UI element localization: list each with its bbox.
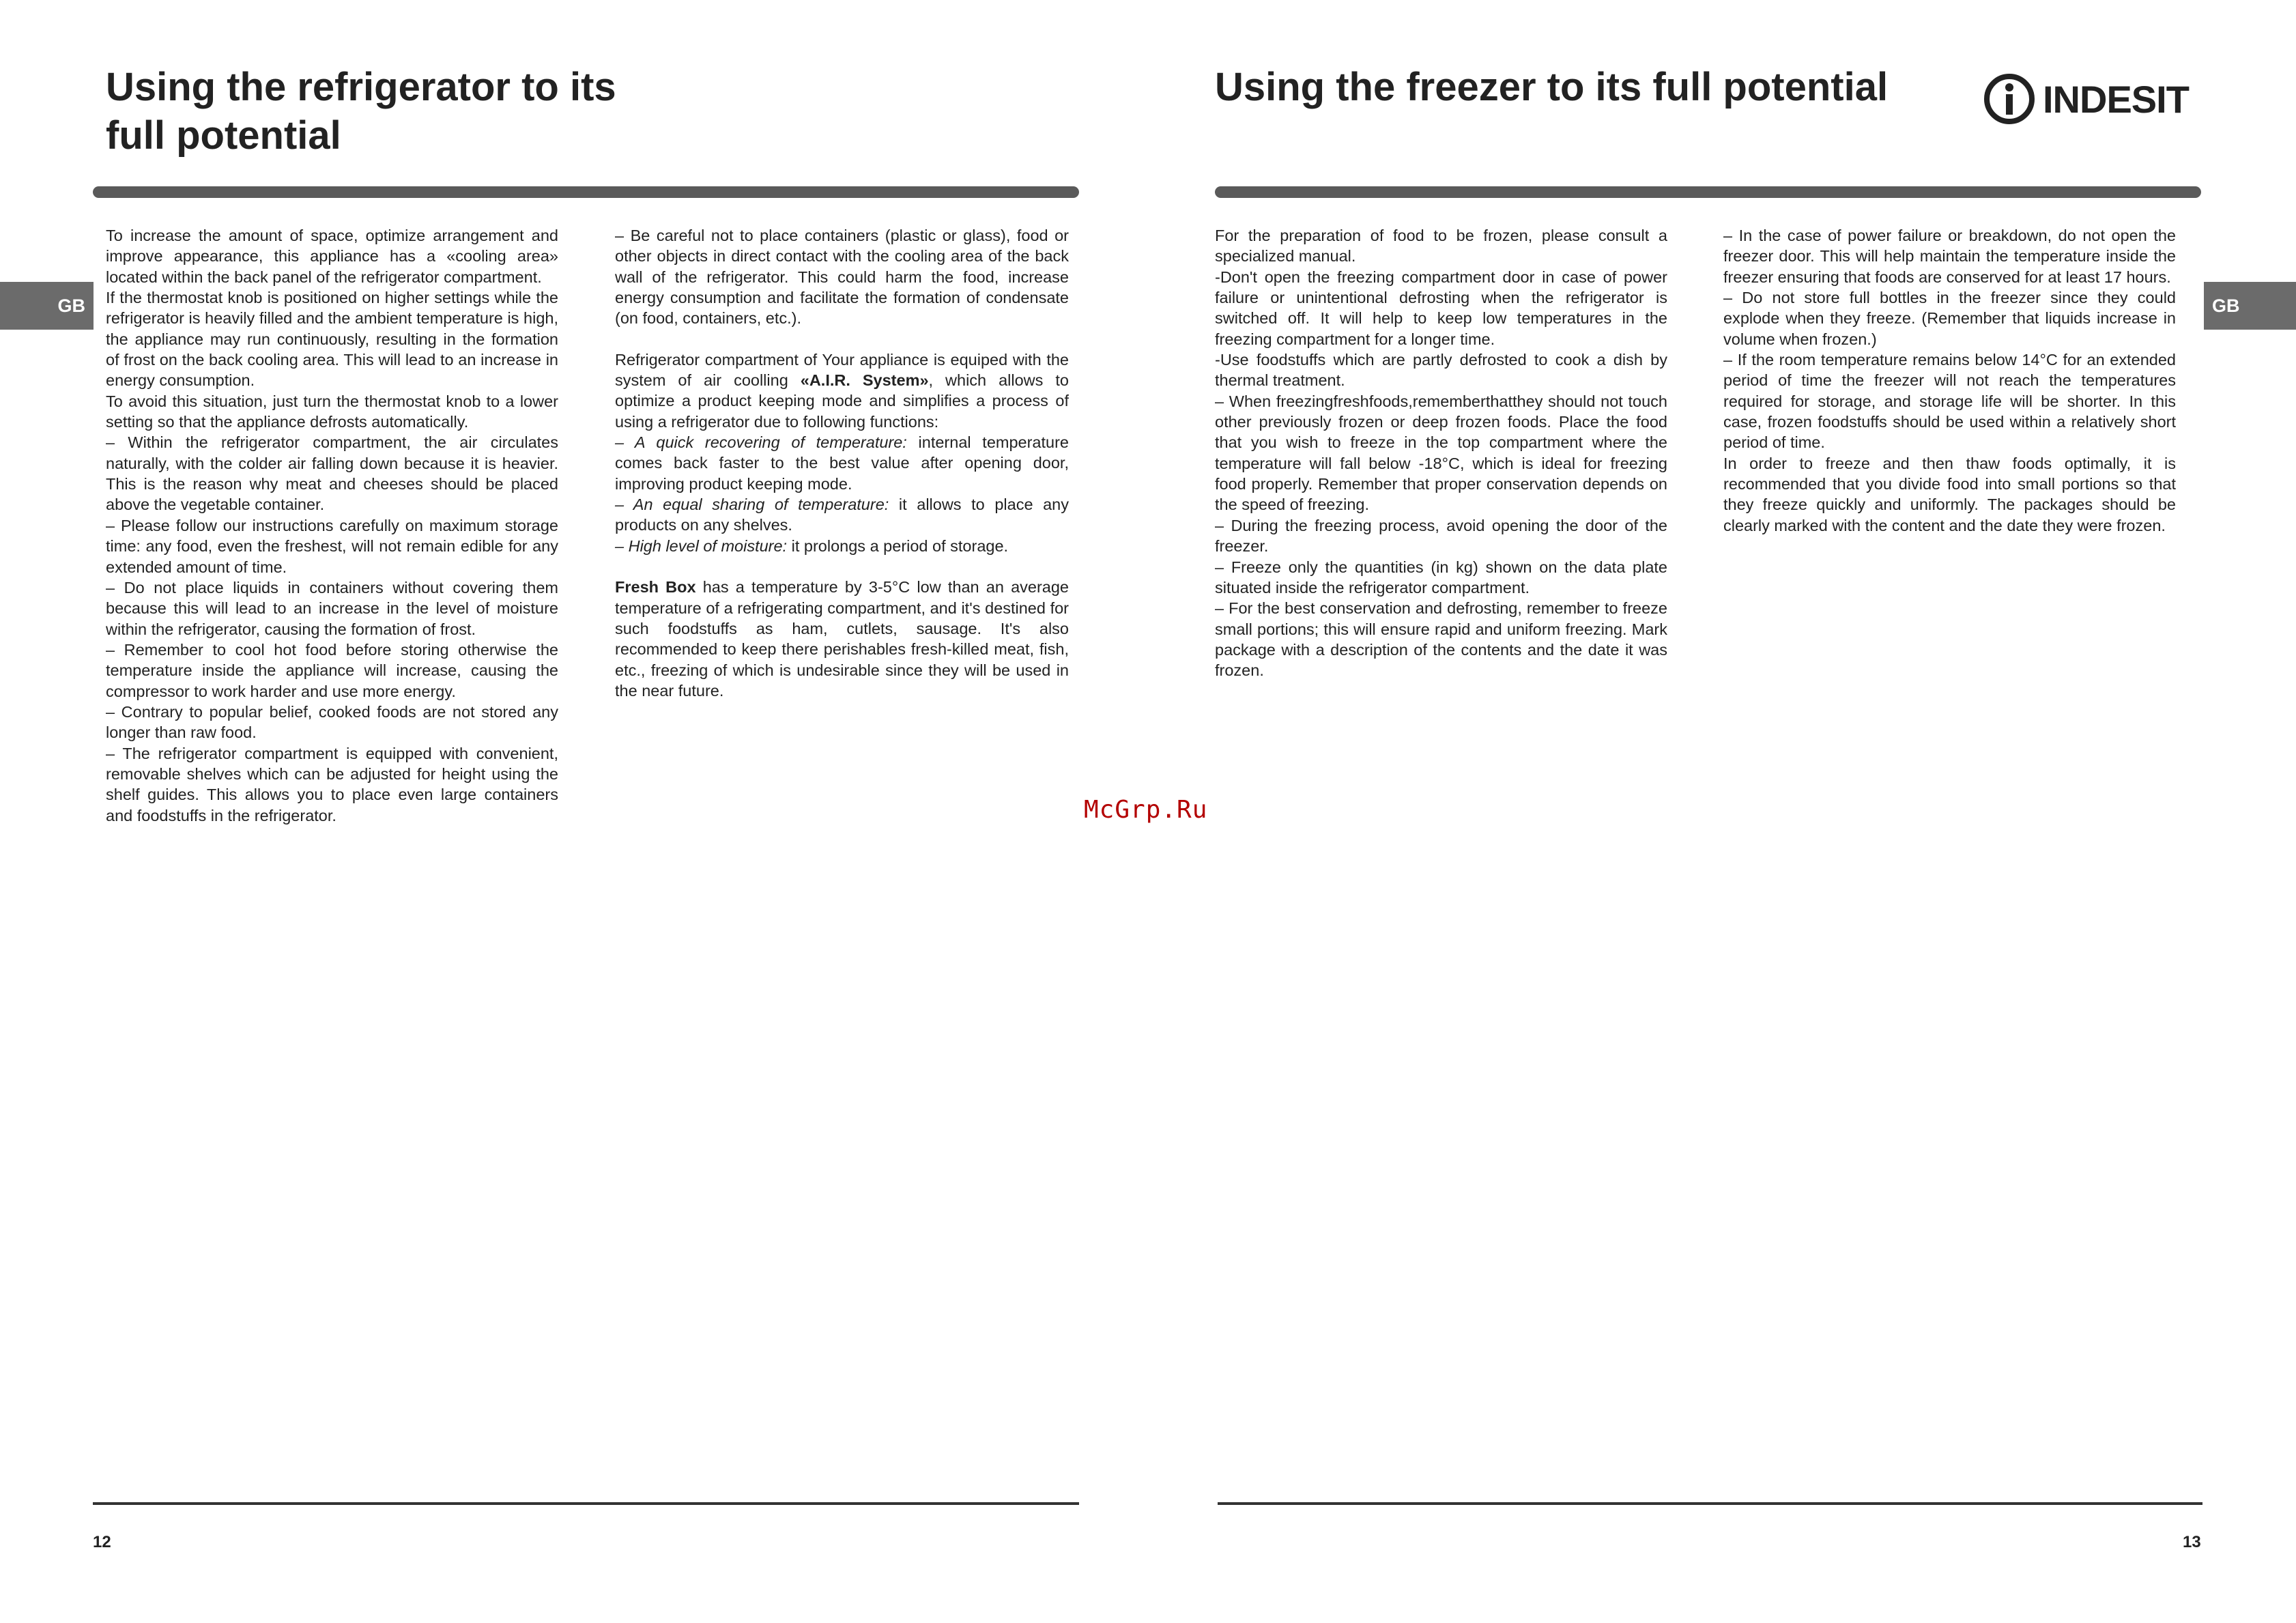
right-col1-para: – Freeze only the quantities (in kg) shown on the data plate situated inside the refrigerator compartment. <box>1215 558 1667 597</box>
left-col1-para: To increase the amount of space, optimize arrangement and improve appearance, this appliance has a «cooling area» located within the back panel of the refrigerator compartment. <box>106 227 558 286</box>
left-header-rule <box>93 186 1079 198</box>
right-column-2 <box>1723 225 2176 536</box>
left-page-title <box>106 63 616 160</box>
left-tab-label: GB <box>57 295 85 316</box>
brand-name: INDESIT <box>2043 77 2189 121</box>
indesit-logo-icon <box>1983 72 2036 126</box>
right-page-title: Using the freezer to its full potential <box>1215 65 1889 109</box>
left-col1-para: – Remember to cool hot food before storing otherwise the temperature inside the appliance will increase, causing the compressor to work harder and use more energy. <box>106 640 558 700</box>
air-system-name: «A.I.R. System» <box>800 371 929 390</box>
fresh-box-name: Fresh Box <box>615 578 696 597</box>
left-col2-function-2: – An equal sharing of temperature: it allows to place any products on any shelves. <box>615 495 1069 534</box>
watermark: McGrp.Ru <box>1084 796 1208 824</box>
right-col1-para: -Use foodstuffs which are partly defrosted to cook a dish by thermal treatment. <box>1215 351 1667 390</box>
left-col2-fresh-box-para: Fresh Box has a temperature by 3-5°C low than an average temperature of a refrigerating compartment, and it's destined for such foodstuffs as ham, cutlets, sausage. It's also recommended to keep there perishables fresh-killed meat, fish, etc., freezing of which is undesirable since they will be used in the near future. <box>615 578 1069 700</box>
right-col1-para: – For the best conservation and defrosting, remember to freeze small portions; this will ensure rapid and uniform freezing. Mark package with a description of the contents and the date it was frozen. <box>1215 599 1667 680</box>
right-col1-para: -Don't open the freezing compartment door in case of power failure or unintentional defrosting when the refrigerator is switched off. It will help to keep low temperatures in the freezing compartment for a longer time. <box>1215 268 1667 348</box>
brand-logo <box>1983 72 2189 126</box>
right-page-number: 13 <box>2183 1533 2201 1551</box>
right-footer-rule <box>1218 1502 2202 1505</box>
right-col2-para: – If the room temperature remains below 14°C for an extended period of time the freezer will not reach the temperatures required for storage, and storage life will be shorter. In this case, frozen foodstuffs should be used within a relatively short period of time. <box>1723 351 2176 452</box>
left-col1-para: – The refrigerator compartment is equipped with convenient, removable shelves which can be adjusted for height using the shelf guides. This allows you to place even large containers and foodstuffs in the refrigerator. <box>106 744 558 824</box>
left-title-line1: Using the refrigerator to its <box>106 65 616 109</box>
left-col1-para: – Within the refrigerator compartment, the air circulates naturally, with the colder air falling down because it is heavier. This is the reason why meat and cheeses should be placed above the vegetable container. <box>106 433 558 514</box>
left-language-tab <box>0 282 94 330</box>
right-col2-para: In order to freeze and then thaw foods optimally, it is recommended that you divide food into small portions so that they freeze quickly and uniformly. The packages should be clearly marked with the content and the date they were frozen. <box>1723 454 2176 534</box>
left-column-1 <box>106 225 558 826</box>
left-col2-para-1: – Be careful not to place containers (plastic or glass), food or other objects in direct contact with the cooling area of the back wall of the refrigerator. This could harm the food, increase energy consumption and facilitate the formation of condensate (on food, containers, etc.). <box>615 227 1069 328</box>
left-footer-rule <box>93 1502 1079 1505</box>
left-column-2 <box>615 225 1069 701</box>
right-col1-para: – During the freezing process, avoid opening the door of the freezer. <box>1215 516 1667 556</box>
right-col1-para: For the preparation of food to be frozen, please consult a specialized manual. <box>1215 227 1667 265</box>
left-col1-para: If the thermostat knob is positioned on higher settings while the refrigerator is heavily filled and the ambient temperature is high, the appliance may run continuously, resulting in the formation of frost on the back cooling area. This will lead to an increase in energy consumption. <box>106 289 558 390</box>
right-header-rule <box>1215 186 2201 198</box>
left-col1-para: – Do not place liquids in containers without covering them because this will lead to an increase in the level of moisture within the refrigerator, causing the formation of frost. <box>106 578 558 638</box>
left-col2-function-1: – A quick recovering of temperature: internal temperature comes back faster to the best value after opening door, improving product keeping mode. <box>615 433 1069 493</box>
right-col1-para: – When freezingfreshfoods,rememberthatthey should not touch other previously frozen or deep frozen foods. Place the food that you wish to freeze in the top compartment where the temperature will fall below -18°C, which is ideal for freezing food properly. Remember that proper conservation depends on the speed of freezing. <box>1215 392 1667 514</box>
left-col1-para: To avoid this situation, just turn the thermostat knob to a lower setting so that the appliance defrosts automatically. <box>106 392 558 431</box>
right-col2-para: – In the case of power failure or breakdown, do not open the freezer door. This will help maintain the temperature inside the freezer ensuring that foods are conserved for at least 17 hours. <box>1723 227 2176 286</box>
left-col1-para: – Please follow our instructions carefully on maximum storage time: any food, even the freshest, will not remain edible for any extended amount of time. <box>106 516 558 576</box>
right-column-1 <box>1215 225 1667 681</box>
left-page-number: 12 <box>93 1533 111 1551</box>
left-title-line2: full potential <box>106 113 341 158</box>
left-col2-function-3: – High level of moisture: it prolongs a period of storage. <box>615 536 1009 555</box>
right-tab-label: GB <box>2212 295 2240 316</box>
right-language-tab <box>2204 282 2296 330</box>
left-col1-para: – Contrary to popular belief, cooked foods are not stored any longer than raw food. <box>106 702 558 742</box>
right-col2-para: – Do not store full bottles in the freezer since they could explode when they freeze. (Remember that liquids increase in volume when frozen.) <box>1723 289 2176 348</box>
left-col2-air-system-para: Refrigerator compartment of Your appliance is equiped with the system of air coolling «A.I.R. System», which allows to optimize a product keeping mode and simplifies a process of using a refrigerator due to following functions: <box>615 350 1069 431</box>
